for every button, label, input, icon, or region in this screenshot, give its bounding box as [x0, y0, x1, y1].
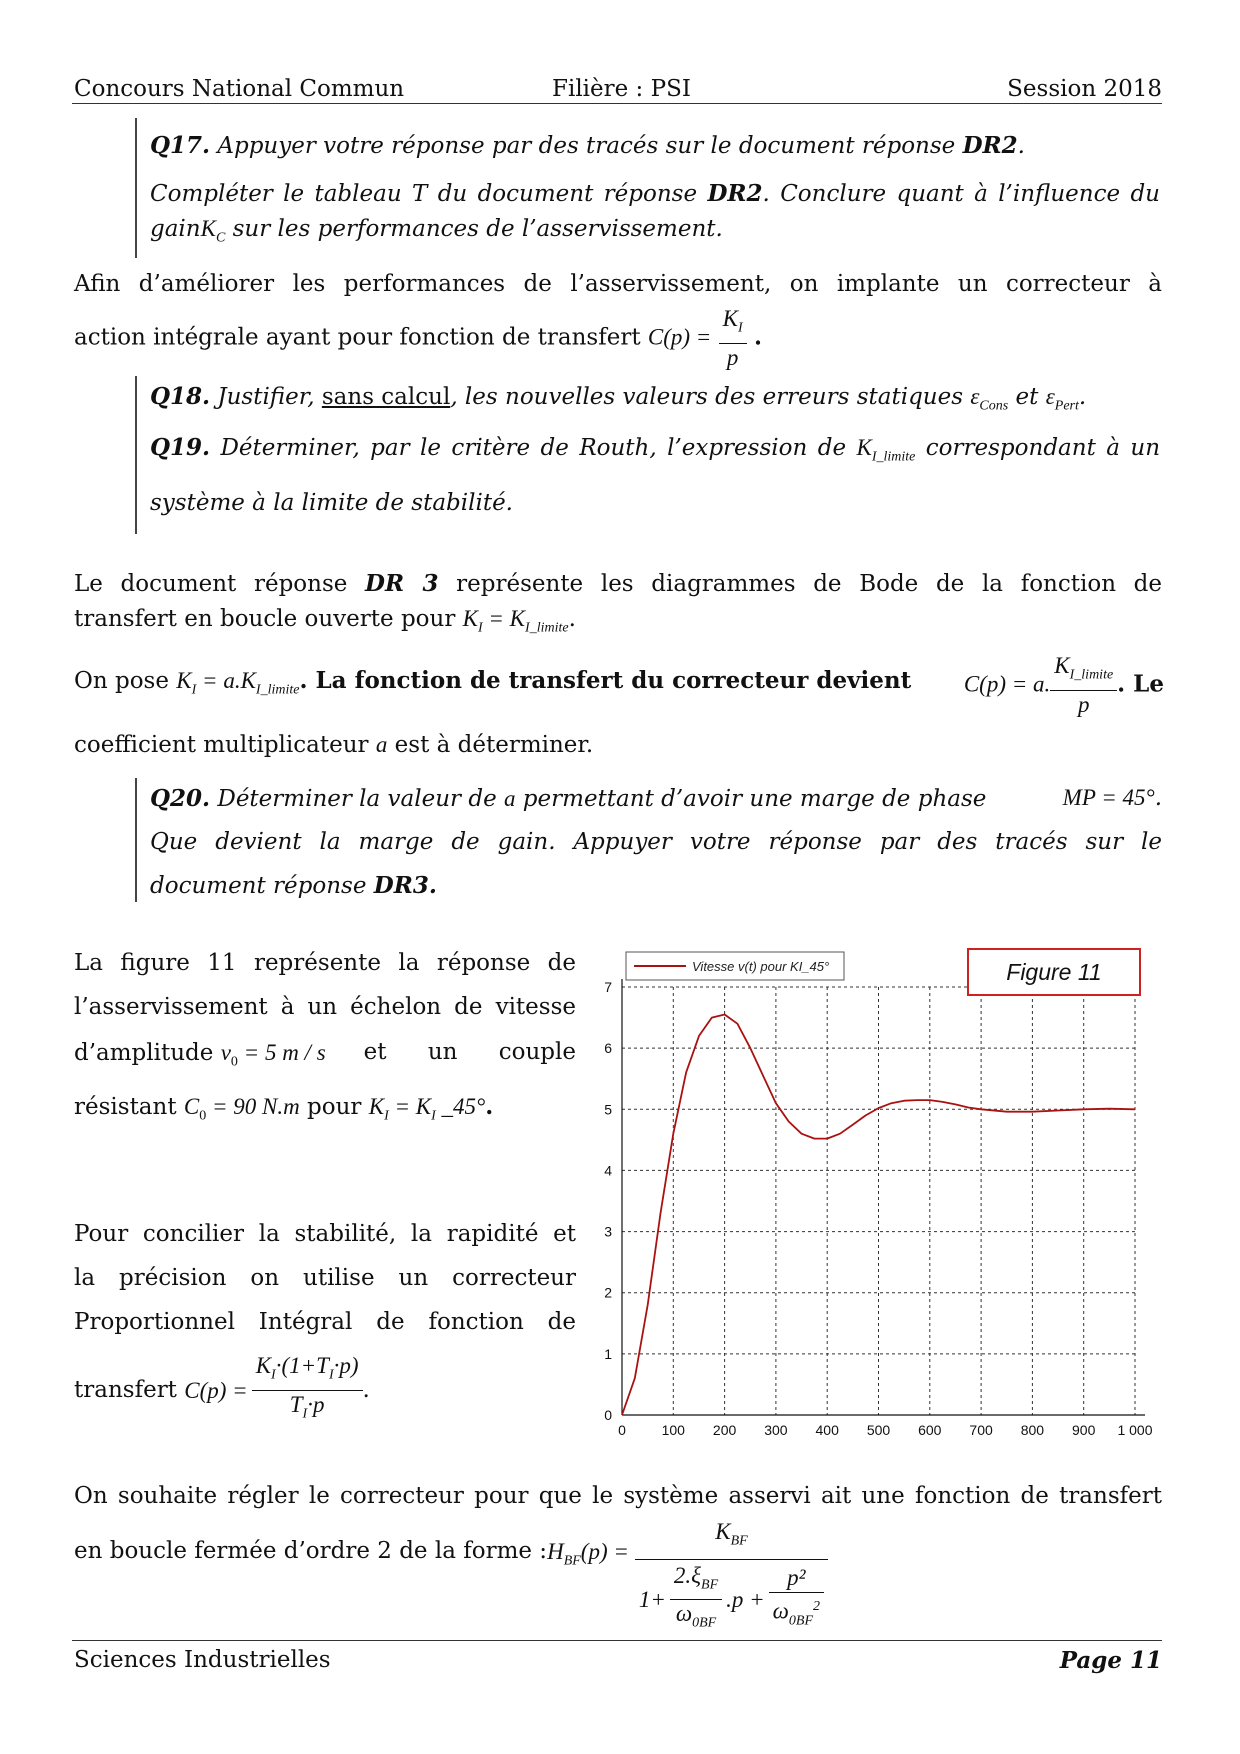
y-tick-label: 3 [604, 1223, 612, 1240]
x-tick-label: 700 [969, 1422, 993, 1438]
header-center: Filière : PSI [552, 76, 691, 102]
y-tick-label: 4 [604, 1162, 612, 1179]
x-tick-label: 100 [661, 1422, 685, 1438]
q19-line1: Q19. Déterminer, par le critère de Routh, l’expression de $K_{I\_limite}$ correspondant à un [150, 434, 1161, 465]
x-tick-label: 200 [712, 1422, 737, 1438]
q20-line1: Q20. Déterminer la valeur de a permettant d’avoir une marge de phase MP = 45°. [150, 785, 1162, 812]
fig-text-line1: La figure 11 représente la réponse de [74, 950, 576, 976]
footer-rule [72, 1640, 1162, 1641]
q17-line3: gainK$_C$ sur les performances de l’asservissement. [150, 216, 723, 246]
q20-line3: document réponse DR3. [150, 872, 437, 899]
dr3-line1: Le document réponse DR 3 représente les diagrammes de Bode de la fonction de [74, 570, 1163, 597]
x-tick-label: 1 000 [1117, 1422, 1153, 1438]
intro-fraction: $\frac{K_I}{p}$ [719, 305, 747, 372]
y-tick-label: 2 [604, 1284, 612, 1301]
q20-dr: DR3. [373, 872, 437, 899]
hbf-fraction: $K_{BF}$ 1+ $\frac{2.\xi_{BF}}{\omega_{0BF}}$ .p + $\frac{\text{p²}}{\omega_{0BF}^2}$ [635, 1515, 828, 1640]
footer-right: Page 11 [1059, 1647, 1162, 1674]
x-tick-label: 0 [618, 1422, 626, 1438]
q18-line: Q18. Justifier, sans calcul, les nouvelles valeurs des erreurs statiques $\varepsilon_{Cons}$ et $\varepsilon_{Pert}$. [150, 383, 1087, 414]
pi-fraction: $\frac{K_I\cdot(1+T_I\cdot p)}{T_I\cdot p}$ [252, 1352, 363, 1428]
q17-dr-2: DR2 [707, 180, 763, 207]
figure-11-chart [590, 945, 1170, 1455]
fig-text-line2: l’asservissement à un échelon de vitesse [74, 994, 576, 1020]
x-tick-label: 800 [1020, 1422, 1045, 1438]
q17-dr: DR2 [962, 132, 1018, 159]
dr3-label: DR 3 [365, 570, 439, 597]
q18-q19-bar [135, 376, 137, 534]
header-left: Concours National Commun [74, 76, 405, 102]
q17-label: Q17. [150, 132, 211, 159]
x-tick-label: 400 [815, 1422, 839, 1438]
pi-line4: transfert C(p) = $\frac{K_I\cdot(1+T_I\cdot p)}{T_I\cdot p}$ . [74, 1352, 370, 1428]
closing-line1: On souhaite régler le correcteur pour que le système asservi ait une fonction de transfert [74, 1483, 1162, 1509]
x-tick-label: 500 [866, 1422, 891, 1438]
q17-bar [135, 118, 137, 258]
q20-line2: Que devient la marge de gain. Appuyer votre réponse par des tracés sur le [150, 829, 1162, 855]
pose-line2: coefficient multiplicateur a est à déterminer. [74, 732, 594, 758]
q17-line1: Q17. Appuyer votre réponse par des tracés sur le document réponse DR2. [150, 132, 1025, 159]
fig-text-line3: d’amplitude $v_0 = 5$ m / s et un couple [74, 1039, 576, 1070]
pi-line2: la précision on utilise un correcteur [74, 1265, 576, 1291]
pose-fraction: $\frac{K_{I\_limite}}{p}$ [1050, 652, 1117, 719]
figure-title: Figure 11 [1006, 959, 1102, 985]
q19-line2: système à la limite de stabilité. [150, 490, 513, 516]
x-tick-label: 600 [918, 1422, 942, 1438]
pose-line1: On pose $K_I = a.K_{I\_limite}$. La fonction de transfert du correcteur devient C(p) = a. $\frac{K_{I\_limite}}{p}$ . Le [74, 653, 1164, 717]
x-tick-label: 300 [764, 1422, 788, 1438]
y-tick-label: 5 [604, 1101, 612, 1118]
fig-text-line4: résistant $C_0 = 90$ N.m pour $K_I = K_I$ _45°. [74, 1093, 494, 1124]
q19-label: Q19. [150, 434, 211, 461]
header-right: Session 2018 [1007, 76, 1162, 102]
y-tick-label: 7 [604, 979, 612, 995]
header-rule [72, 103, 1162, 104]
pi-line3: Proportionnel Intégral de fonction de [74, 1309, 576, 1335]
y-tick-label: 6 [604, 1040, 612, 1057]
dr3-line2: transfert en boucle ouverte pour $K_I = K_{I\_limite}$. [74, 606, 576, 636]
x-tick-label: 900 [1072, 1422, 1096, 1438]
q17-line2: Compléter le tableau T du document réponse DR2. Conclure quant à l’influence du [150, 180, 1160, 207]
closing-line2: en boucle fermée d’ordre 2 de la forme : $H_{BF}(p)$ = $K_{BF}$ 1+ $\frac{2.\xi_{BF}}{\omega_{0BF}}$ .p + $\frac{\text{p²}}{\omega_{0BF}^2}$ [74, 1515, 828, 1640]
intro-line1: Afin d’améliorer les performances de l’asservissement, on implante un correcteur à [74, 271, 1162, 297]
footer-left: Sciences Industrielles [74, 1647, 331, 1673]
intro-line2: action intégrale ayant pour fonction de transfert C(p) = $\frac{K_I}{p}$ . [74, 306, 762, 370]
pi-line1: Pour concilier la stabilité, la rapidité et [74, 1221, 576, 1247]
legend-label: Vitesse v(t) pour KI_45° [692, 959, 830, 974]
q20-label: Q20. [150, 785, 211, 812]
q18-label: Q18. [150, 383, 211, 410]
y-tick-label: 1 [604, 1345, 612, 1362]
q20-bar [135, 778, 137, 902]
y-tick-label: 0 [604, 1407, 612, 1423]
